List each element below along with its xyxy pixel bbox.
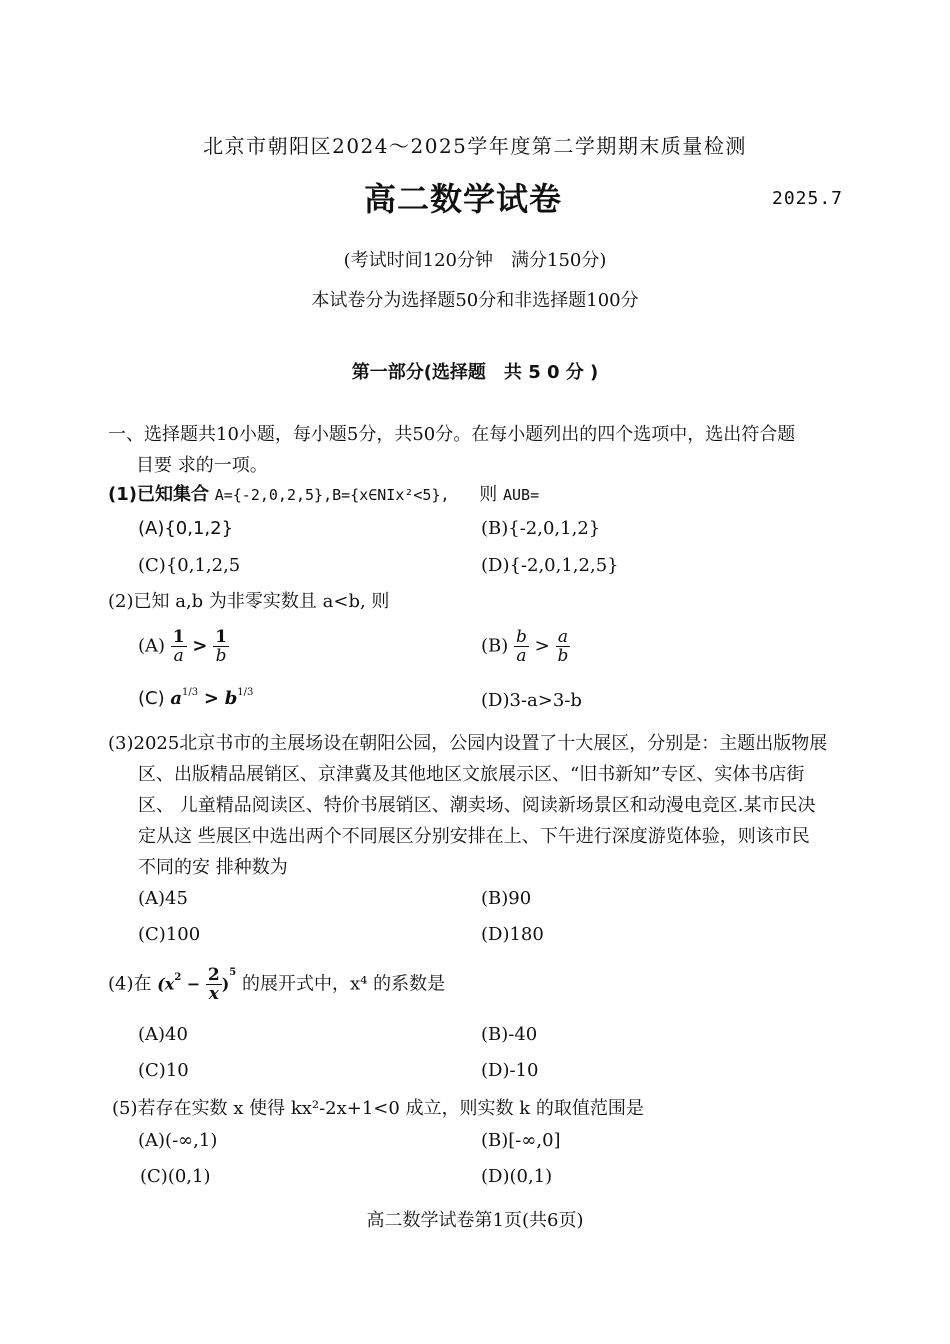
page-footer: 高二数学试卷第1页(共6页) <box>366 1210 584 1231</box>
q2-c-op: > <box>203 688 219 709</box>
q4-expression <box>157 966 236 1003</box>
q2-b-rhs-fraction <box>555 628 570 665</box>
q1-option-b[interactable]: (B){-2,0,1,2} <box>481 518 601 539</box>
q5-option-c[interactable]: (C)(0,1) <box>140 1166 211 1187</box>
q3-option-d[interactable]: (D)180 <box>481 924 544 945</box>
q2-option-d[interactable]: (D)3-a>3-b <box>481 690 582 711</box>
instructions-line-1: 一、选择题共10小题，每小题5分，共50分。在每小题列出的四个选项中，选出符合题 <box>108 424 796 445</box>
exam-header: 北京市朝阳区2024～2025学年度第二学期期末质量检测 <box>203 134 747 158</box>
q4-expr-minus: − <box>181 974 206 994</box>
q5-option-a[interactable]: (A)(-∞,1) <box>138 1130 218 1151</box>
exam-date: 2025.7 <box>772 188 844 209</box>
q1-sets: A={-2,0,2,5},B={x∈NIx²<5}, <box>214 486 450 504</box>
q3-option-c[interactable]: (C)100 <box>138 924 201 945</box>
q1-option-c[interactable]: (C){0,1,2,5 <box>138 555 241 576</box>
q4-option-c[interactable]: (C)10 <box>138 1060 189 1081</box>
q4-expr-close: ) <box>221 974 230 994</box>
exam-info: (考试时间120分钟 满分150分) <box>343 250 607 271</box>
q4-option-a[interactable]: (A)40 <box>138 1024 188 1045</box>
question-3-line-3: 区、 儿童精品阅读区、特价书展销区、潮卖场、阅读新场景区和动漫电竞区.某市民决 <box>138 795 816 816</box>
q4-expr-open: (x <box>157 974 175 994</box>
q1-then: 则 <box>479 484 498 505</box>
q3-option-a[interactable]: (A)45 <box>138 888 188 909</box>
q2-b-rhs-den: b <box>557 646 569 666</box>
q4-option-d[interactable]: (D)-10 <box>481 1060 539 1081</box>
page-title: 高二数学试卷 <box>364 180 563 218</box>
q1-union: AUB= <box>503 486 540 504</box>
q3-option-b[interactable]: (B)90 <box>481 888 532 909</box>
q2-b-op: > <box>534 635 550 657</box>
q1-option-a[interactable]: (A){0,1,2} <box>138 518 234 539</box>
question-5-stem: (5)若存在实数 x 使得 kx²-2x+1<0 成立，则实数 k 的取值范围是 <box>112 1098 644 1119</box>
q4-fraction <box>206 966 222 1003</box>
q2-a-lhs-den: a <box>173 646 184 666</box>
question-2-stem: (2)已知 a,b 为非零实数且 a<b, 则 <box>108 591 390 612</box>
q2-a-label: (A) <box>138 635 166 657</box>
section-title: 第一部分(选择题 共 5 0 分 ) <box>351 362 599 383</box>
question-3-line-4: 定从这 些展区中选出两个不同展区分别安排在上、下午进行深度游览体验，则该市民 <box>138 826 810 847</box>
q2-a-op: > <box>192 635 208 657</box>
q2-b-lhs-fraction <box>514 628 529 665</box>
q4-suffix: 的展开式中，x⁴ 的系数是 <box>241 973 446 995</box>
exam-composition: 本试卷分为选择题50分和非选择题100分 <box>311 290 639 311</box>
q2-b-lhs-num: b <box>516 627 527 647</box>
q2-option-a[interactable] <box>138 628 229 665</box>
q2-c-exp1: 1/3 <box>182 687 199 698</box>
q2-a-rhs-den: b <box>215 646 227 666</box>
q4-expr-pow: 5 <box>229 967 237 978</box>
q2-a-rhs-num: 1 <box>215 627 228 647</box>
question-1-stem <box>108 484 539 506</box>
q4-frac-num: 2 <box>207 965 220 985</box>
q5-option-d[interactable]: (D)(0,1) <box>481 1166 553 1187</box>
q4-option-b[interactable]: (B)-40 <box>481 1024 538 1045</box>
q4-expr-sq: 2 <box>174 972 182 983</box>
question-4-stem <box>108 966 445 1003</box>
q2-c-base1: a <box>170 688 183 709</box>
q2-a-lhs-fraction <box>171 628 187 665</box>
q4-prefix: (4)在 <box>108 973 152 995</box>
q5-option-b[interactable]: (B)[-∞,0] <box>481 1130 561 1151</box>
q2-c-base2: b <box>224 688 238 709</box>
instructions-line-2: 目要 求的一项。 <box>136 455 268 476</box>
question-3-line-1: (3)2025北京书市的主展场设在朝阳公园，公园内设置了十大展区，分别是：主题出版物展 <box>108 733 828 754</box>
q2-a-lhs-num: 1 <box>172 627 185 647</box>
q2-c-label: (C) <box>138 688 165 709</box>
q2-option-c[interactable] <box>138 688 253 713</box>
q1-prefix: (1)已知集合 <box>108 484 209 505</box>
question-3-line-5: 不同的安 排种数为 <box>138 857 288 878</box>
question-3-line-2: 区、出版精品展销区、京津冀及其他地区文旅展示区、“旧书新知”专区、实体书店街 <box>138 764 805 785</box>
q1-option-d[interactable]: (D){-2,0,1,2,5} <box>481 555 619 576</box>
q4-frac-den: x <box>208 984 219 1004</box>
q2-option-b[interactable] <box>481 628 570 665</box>
q2-b-lhs-den: a <box>516 646 527 666</box>
q2-c-exp2: 1/3 <box>237 687 254 698</box>
q2-a-rhs-fraction <box>213 628 229 665</box>
q2-b-rhs-num: a <box>557 627 568 647</box>
q2-b-label: (B) <box>481 635 509 657</box>
